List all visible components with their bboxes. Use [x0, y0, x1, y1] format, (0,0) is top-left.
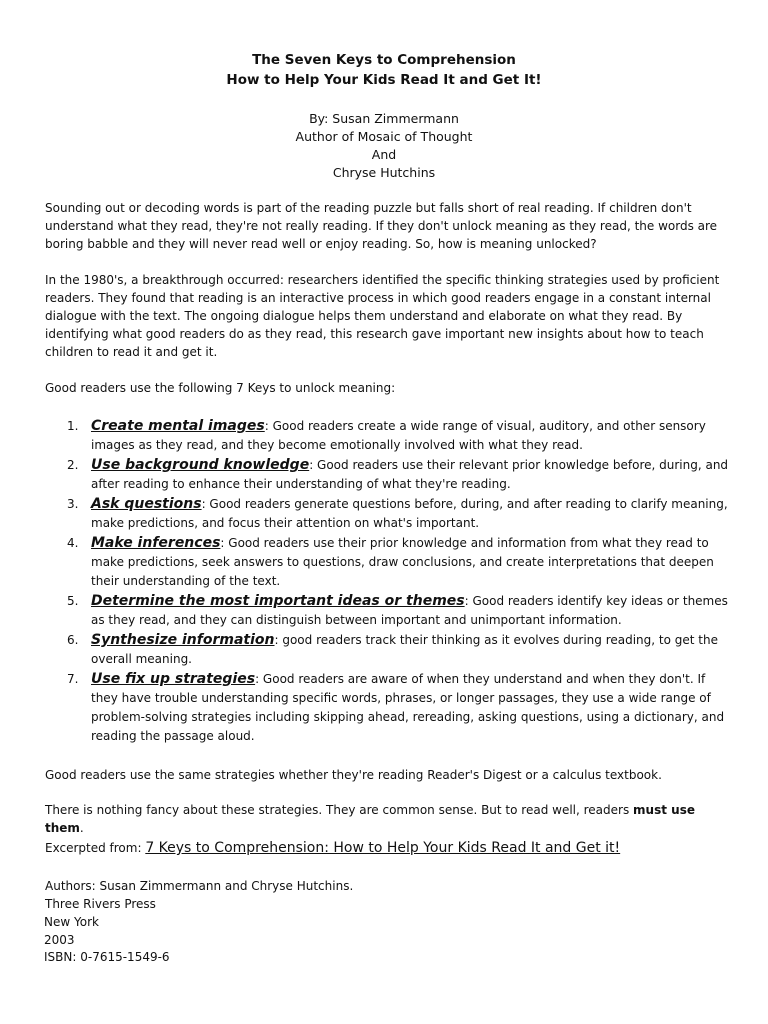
list-item [45, 495, 735, 533]
title-line-1: The Seven Keys to Comprehension [252, 52, 516, 68]
key-description: : Good readers create a wide range of visual, auditory, and other sensory images as they read, and they become emotionally involved with what they read. [91, 419, 706, 452]
excerpt-book-title: 7 Keys to Comprehension: How to Help Your Kids Read It and Get it! [145, 840, 621, 856]
paragraph-common-sense [45, 801, 735, 837]
key-term: Use fix up strategies [91, 671, 256, 687]
key-term: Determine the most important ideas or themes [91, 593, 465, 609]
document-title [0, 50, 768, 90]
key-description: : Good readers generate questions before, during, and after reading to clarify meaning, make predictions, and focus their attention on what's important. [91, 497, 728, 530]
keys-list [45, 417, 735, 747]
key-term: Use background knowledge [91, 457, 310, 473]
common-sense-text: There is nothing fancy about these strategies. They are common sense. But to read well, readers [45, 803, 634, 817]
key-description: : Good readers identify key ideas or themes as they read, and they can distinguish between important and unimportant information. [91, 594, 728, 627]
title-line-2: How to Help Your Kids Read It and Get It! [226, 72, 542, 88]
key-term: Synthesize information [91, 632, 275, 648]
key-term: Create mental images [91, 418, 265, 434]
publication-publisher: Three Rivers Press [45, 897, 156, 911]
excerpt-label: Excerpted from: [45, 841, 146, 855]
publication-city: New York [44, 915, 99, 929]
byline [0, 110, 768, 182]
publication-year: 2003 [44, 933, 75, 947]
common-sense-end: . [79, 821, 84, 835]
paragraph-keys-intro: Good readers use the following 7 Keys to unlock meaning: [45, 381, 396, 395]
key-description: : Good readers use their relevant prior knowledge before, during, and after reading to enhance their understanding of what they're reading. [91, 458, 729, 491]
key-description: : Good readers use their prior knowledge and information from what they read to make predictions, seek answers to questions, draw conclusions, and create interpretations that deepen their understanding of the text. [91, 536, 714, 588]
key-term: Make inferences [91, 535, 221, 551]
list-item-number: 3. [67, 497, 79, 511]
key-term: Ask questions [91, 496, 202, 512]
list-item [45, 592, 735, 630]
list-item [45, 456, 735, 494]
list-item [45, 670, 735, 746]
byline-coauthor: Chryse Hutchins [332, 165, 436, 180]
list-item [45, 534, 735, 591]
byline-role: Author of Mosaic of Thought [295, 129, 473, 144]
paragraph-same-strategies: Good readers use the same strategies whether they're reading Reader's Digest or a calculus textbook. [45, 768, 662, 782]
key-description: : Good readers are aware of when they understand and when they don't. If they have trouble understanding specific words, phrases, or longer passages, they use a wide range of problem-solving strategies including skipping ahead, rereading, asking questions, using a dictionary, and reading the passage aloud. [91, 672, 725, 743]
list-item-number: 6. [67, 633, 79, 647]
list-item [45, 631, 735, 669]
list-item [45, 417, 735, 455]
list-item-number: 1. [67, 419, 79, 433]
publication-authors: Authors: Susan Zimmermann and Chryse Hutchins. [45, 879, 354, 893]
paragraph-breakthrough: In the 1980's, a breakthrough occurred: researchers identified the specific thinking strategies used by proficient readers. They found that reading is an interactive process in which good readers engage in a constant internal dialogue with the text. The ongoing dialogue helps them understand and elaborate on what they read. By identifying what good readers do as they read, this research gave important new insights about how to teach children to read it and get it. [45, 273, 720, 359]
excerpt-source [45, 839, 735, 857]
key-description: : good readers track their thinking as it evolves during reading, to get the overall meaning. [91, 633, 718, 666]
emphasis-must-use-them: must use them [45, 803, 695, 835]
publication-isbn: ISBN: 0-7615-1549-6 [44, 950, 170, 964]
list-item-number: 4. [67, 536, 79, 550]
list-item-number: 5. [67, 594, 79, 608]
list-item-number: 2. [67, 458, 79, 472]
list-item-number: 7. [67, 672, 79, 686]
byline-author: By: Susan Zimmermann [309, 111, 459, 126]
byline-and: And [371, 147, 397, 162]
paragraph-decoding: Sounding out or decoding words is part of the reading puzzle but falls short of real reading. If children don't understand what they read, they're not really reading. If they don't unlock meaning as they read, the words are boring babble and they will never read well or enjoy reading. So, how is meaning unlocked? [45, 201, 718, 251]
